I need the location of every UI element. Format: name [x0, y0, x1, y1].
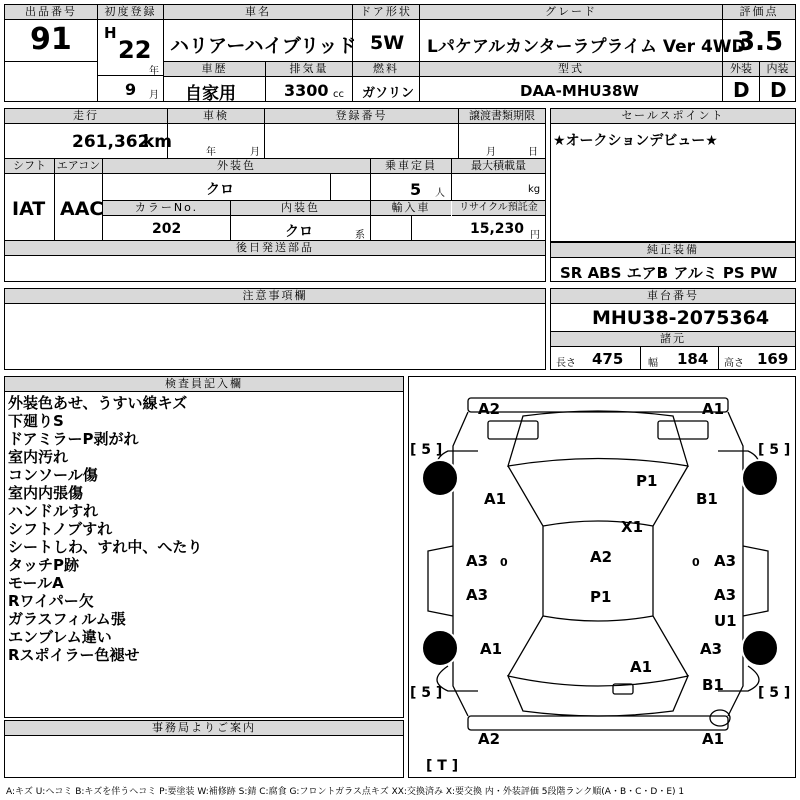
- inspector-note-line: ガラスフィルム張: [8, 610, 126, 628]
- transfer-day-unit: 日: [528, 147, 538, 158]
- reg-year-unit: 年: [149, 66, 159, 77]
- inspector-note-line: シートしわ、すれ中、へたり: [8, 538, 203, 556]
- door-shape: 5W: [370, 32, 405, 54]
- int-grade: D: [770, 78, 787, 102]
- fuel: ガソリン: [362, 86, 415, 101]
- color: クロ: [206, 182, 234, 198]
- sales-point-label: セールスポイント: [551, 109, 795, 124]
- inspector-note-line: シフトノブすれ: [8, 520, 113, 538]
- ac-label: エアコン: [56, 159, 101, 172]
- history-label: 車歴: [164, 62, 265, 77]
- displacement: 3300: [284, 81, 329, 100]
- mark-front-bumper-left: A2: [478, 400, 501, 418]
- reg-number-label: 登録番号: [265, 109, 458, 124]
- transfer-month-unit: 月: [486, 147, 496, 158]
- tire-rear-right-icon: [742, 630, 778, 666]
- inspector-note-line: タッチP跡: [8, 556, 79, 574]
- mark-rear-bumper-left: A2: [478, 730, 501, 748]
- equipment-text: SR ABS エアB アルミ PS PW: [560, 264, 778, 282]
- mark-rear-bumper-right: A1: [702, 730, 725, 748]
- mark-fender-left: A1: [484, 490, 507, 508]
- inspection-year-unit: 年: [206, 147, 216, 158]
- tire-front-left-icon: [422, 460, 458, 496]
- recycle: 15,230: [470, 221, 525, 237]
- tire-rear-left-icon: [422, 630, 458, 666]
- sales-point-box: [550, 108, 796, 242]
- tire-fr-label: [ 5 ]: [758, 442, 791, 458]
- tire-front-right-icon: [742, 460, 778, 496]
- inspector-note-line: コンソール傷: [8, 466, 98, 484]
- history: 自家用: [185, 84, 236, 104]
- mark-fender-right: B1: [696, 490, 718, 508]
- tire-labels: [410, 442, 790, 774]
- import-label: 輸入車: [371, 201, 451, 216]
- capacity-label: 乗車定員: [371, 159, 451, 174]
- recycle-unit: 円: [530, 230, 540, 241]
- mileage-unit: km: [143, 132, 173, 152]
- inspector-note-line: 下廻りS: [8, 412, 64, 430]
- score-label: 評価点: [723, 5, 795, 20]
- inspection-label: 車検: [168, 109, 264, 124]
- inspector-notes: [8, 394, 400, 664]
- notes-label: 注意事項欄: [5, 289, 545, 304]
- height: 169: [757, 350, 789, 368]
- mark-front-door-right: A3: [714, 552, 737, 570]
- mark-rear-fender-right: A3: [700, 640, 723, 658]
- interior-color: クロ: [285, 224, 313, 240]
- later-parts-label: 後日発送部品: [5, 241, 545, 256]
- mark-rear-fender-left: A1: [480, 640, 503, 658]
- load-label: 最大積載量: [452, 159, 545, 174]
- reg-month-unit: 月: [149, 90, 159, 101]
- inspector-label: 検査員記入欄: [5, 377, 403, 392]
- tire-rl-label: [ 5 ]: [410, 685, 443, 701]
- specs-label: 諸元: [551, 331, 795, 347]
- width-label: 幅: [648, 358, 658, 369]
- inspector-note-line: 室内内張傷: [8, 484, 84, 502]
- mileage: 261,362: [72, 132, 150, 152]
- color-label: 外装色: [103, 159, 370, 174]
- shift: IAT: [12, 198, 46, 220]
- recycle-label: リサイクル預託金: [452, 201, 545, 216]
- height-label: 高さ: [724, 358, 744, 369]
- mark-hood: P1: [636, 472, 658, 490]
- chassis-label: 車台番号: [551, 289, 795, 304]
- color-no-label: カラーNo.: [103, 201, 230, 216]
- inspector-note-line: Rワイパー欠: [8, 592, 94, 610]
- mark-roof: A2: [590, 548, 613, 566]
- mark-rear-door-right: A3: [714, 586, 737, 604]
- model: DAA-MHU38W: [520, 82, 639, 100]
- ext-grade: D: [733, 78, 750, 102]
- reg-year: 22: [118, 36, 152, 64]
- interior-label: 内装色: [231, 201, 370, 216]
- legend: A:キズ U:ヘコミ B:キズを伴うヘコミ P:要塗装 W:補修跡 S:錆 C:腐食 G:フロントガラス点キズ XX:交換済み X:要交換 内・外装評価 5段階ランク順(A・B・C・D・E) 1: [6, 787, 685, 797]
- inspector-note-line: Rスポイラー色褪せ: [8, 646, 140, 664]
- mileage-label: 走行: [5, 109, 167, 124]
- inspector-note-line: ハンドルすれ: [8, 502, 99, 520]
- car-damage-diagram: [408, 376, 796, 778]
- name-label: 車名: [164, 5, 352, 20]
- inspector-note-line: 外装色あせ、うすい線キズ: [8, 394, 188, 412]
- reg-month: 9: [125, 80, 137, 99]
- mark-windshield: X1: [621, 518, 644, 536]
- mark-front-door-left-sub: 0: [500, 556, 508, 569]
- length-label: 長さ: [556, 358, 576, 369]
- grade: Lパケアルカンターラプライム Ver 4WD: [427, 37, 746, 57]
- mark-tailgate: A1: [630, 658, 653, 676]
- inspector-note-line: ドアミラーP剥がれ: [8, 430, 139, 448]
- lot-number: 91: [30, 22, 72, 57]
- width: 184: [677, 350, 709, 368]
- displacement-unit: cc: [333, 89, 344, 100]
- equipment-label: 純正装備: [551, 243, 795, 258]
- fuel-label: 燃料: [353, 62, 419, 77]
- ac: AAC: [60, 198, 104, 220]
- inspection-month-unit: 月: [250, 147, 260, 158]
- capacity: 5: [410, 180, 422, 199]
- tire-fl-label: [ 5 ]: [410, 442, 443, 458]
- score: 3.5: [737, 27, 784, 57]
- interior-unit: 系: [355, 230, 365, 241]
- displacement-label: 排気量: [266, 62, 352, 77]
- int-label: 内装: [760, 62, 795, 77]
- spare-label: [ T ]: [426, 758, 459, 774]
- model-label: 型式: [420, 62, 722, 77]
- grade-label: グレード: [420, 5, 722, 20]
- mark-rear-door-left: A3: [466, 586, 489, 604]
- mark-roof-rear: P1: [590, 588, 612, 606]
- inspector-note-line: 室内汚れ: [8, 448, 69, 466]
- shift-label: シフト: [5, 159, 54, 174]
- color-no: 202: [152, 221, 182, 237]
- door-label: ドア形状: [353, 5, 419, 20]
- mark-rear-door-right-sub: U1: [714, 612, 737, 630]
- sales-point-text: ★オークションデビュー★: [553, 133, 718, 149]
- mark-front-door-right-sub: 0: [692, 556, 700, 569]
- era: H: [104, 24, 117, 42]
- length: 475: [592, 350, 624, 368]
- car-name: ハリアーハイブリッド: [170, 35, 357, 57]
- chassis-number: MHU38-2075364: [592, 307, 770, 329]
- capacity-unit: 人: [435, 188, 445, 199]
- first-reg-label: 初度登録: [98, 5, 163, 20]
- mark-front-door-left: A3: [466, 552, 489, 570]
- lot-label: 出品番号: [5, 5, 97, 20]
- load-unit: kg: [528, 184, 541, 195]
- damage-marks: [466, 400, 737, 748]
- ext-label: 外装: [723, 62, 759, 77]
- mark-front-bumper-right: A1: [702, 400, 725, 418]
- mark-rear-quarter-right: B1: [702, 676, 724, 694]
- office-label: 事務局よりご案内: [5, 721, 403, 736]
- tire-rr-label: [ 5 ]: [758, 685, 791, 701]
- transfer-label: 譲渡書類期限: [459, 109, 545, 124]
- inspector-note-line: エンブレム違い: [8, 628, 112, 646]
- inspector-note-line: モールA: [8, 574, 64, 592]
